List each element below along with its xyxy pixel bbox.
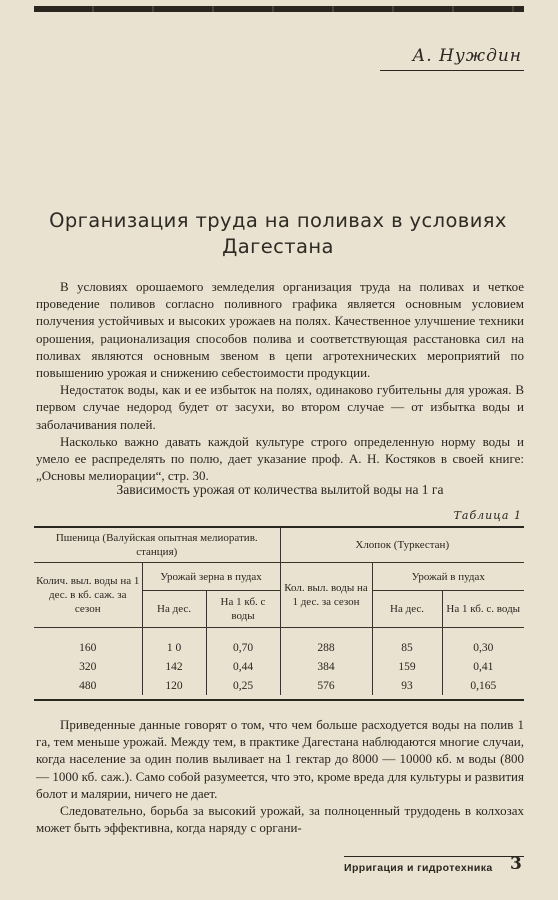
cell-cotton-cube: 0,41 (442, 657, 524, 676)
author-name: А. Нуждин (412, 46, 522, 66)
cell-cotton-cube: 0,165 (442, 676, 524, 695)
header-wheat-yield: Урожай зерна в пудах (142, 563, 280, 591)
cell-wheat-cube: 0,25 (206, 676, 280, 695)
cell-wheat-cube: 0,44 (206, 657, 280, 676)
paragraph: Насколько важно давать каждой культуре строго определенную норму воды и умело ее распределять по полю, дает указание проф. А. Н. Костяков в своей книге: „Основы мелиорации“, стр. 30. (36, 433, 524, 484)
header-wheat: Пшеница (Валуйская опытная мелиоратив. станция) (34, 527, 280, 563)
header-cotton-per-cube: На 1 кб. с. воды (442, 591, 524, 628)
author-underline (380, 70, 524, 71)
table-row (34, 676, 524, 695)
cell-cotton-water: 576 (280, 676, 372, 695)
cell-wheat-des: 120 (142, 676, 206, 695)
cell-wheat-des: 1 0 (142, 628, 206, 658)
cell-cotton-des: 93 (372, 676, 442, 695)
table-row (34, 657, 524, 676)
paragraph: Приведенные данные говорят о том, что чем больше расходуется воды на полив 1 га, тем меньше урожай. Между тем, в практике Дагестана наблюдаются многие случаи, когда население за один полив выливает на 1 гектар до 8000 — 10000 кб. м воды (800 — 1000 кб. саж.). Само собой разумеется, что это, кроме вреда для культуры и развития болот и малярии, ничего не дает. (36, 717, 524, 801)
yield-table (34, 526, 524, 701)
cell-cotton-water: 288 (280, 628, 372, 658)
header-wheat-water: Колич. выл. воды на 1 дес. в кб. саж. за сезон (34, 563, 142, 628)
header-cotton-yield: Урожай в пудах (372, 563, 524, 591)
header-wheat-per-cube: На 1 кб. с воды (206, 591, 280, 628)
cell-wheat-cube: 0,70 (206, 628, 280, 658)
cell-wheat-water: 320 (79, 660, 97, 673)
cell-wheat-water: 160 (79, 641, 97, 654)
title-line-1: Организация труда на поливах в условиях (49, 209, 507, 232)
cell-cotton-water: 384 (280, 657, 372, 676)
title-line-2: Дагестана (222, 235, 334, 258)
cell-cotton-des: 159 (372, 657, 442, 676)
article-title (28, 208, 528, 260)
cell-wheat-des: 142 (142, 657, 206, 676)
table-bottom-rule (34, 699, 524, 701)
intro-text (36, 278, 524, 484)
paragraph: В условиях орошаемого земледелия организация труда на поливах и четкое проведение поливов согласно поливного графика является основным условием получения устойчивых и высоких урожаев на полях. Качественное улучшение техники орошения, рационализация способов полива и соответствующая расстановка сил на поливах являются основным звеном в цепи агротехнических мероприятий по повышению урожая и снижению себестоимости продукции. (36, 279, 524, 381)
top-decorative-rule (34, 6, 524, 12)
table-caption: Зависимость урожая от количества вылитой воды на 1 га (116, 482, 444, 497)
page-number: 3 (510, 854, 522, 874)
cell-cotton-des: 85 (372, 628, 442, 658)
cell-cotton-cube: 0,30 (442, 628, 524, 658)
header-cotton-per-des: На дес. (372, 591, 442, 628)
header-cotton: Хлопок (Туркестан) (280, 527, 524, 563)
footer-rule (344, 856, 524, 857)
header-cotton-water: Кол. выл. воды на 1 дес. за сезон (280, 563, 372, 628)
header-wheat-per-des: На дес. (142, 591, 206, 628)
paragraph: Недостаток воды, как и ее избыток на полях, одинаково губительны для урожая. В первом случае недород будет от засухи, во втором случае — от избытка воды и заболачивания полей. (36, 382, 524, 432)
conclusion-text (36, 716, 524, 836)
cell-wheat-water: 480 (79, 679, 97, 692)
table-row (34, 628, 524, 658)
paragraph: Следовательно, борьба за высокий урожай, за полноценный трудодень в колхозах может быть эффективна, когда наряду с органи- (36, 803, 524, 836)
table-label: Таблица 1 (453, 509, 522, 522)
journal-running-title: Ирригация и гидротехника (344, 862, 493, 874)
